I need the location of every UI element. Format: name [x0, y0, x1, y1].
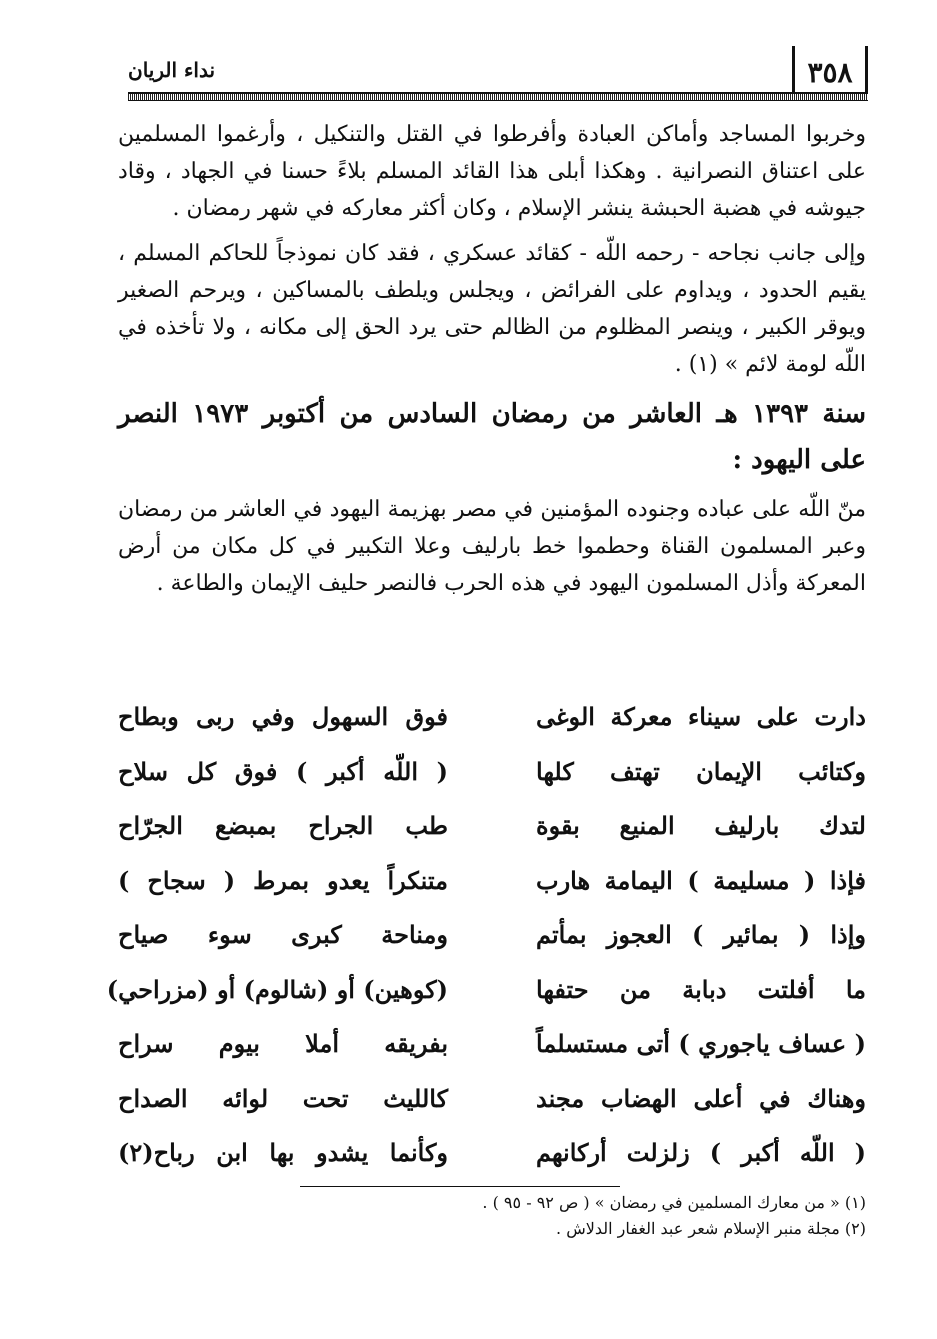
verse-second-hemistich: بفريقه أملا بيوم سراح [118, 1029, 448, 1058]
body-text [118, 116, 866, 610]
poem-verse [118, 690, 866, 745]
header-rule [128, 92, 868, 101]
page-number: ٣٥٨ [792, 46, 868, 98]
section-heading: سنة ١٣٩٣ هـ العاشر من رمضان السادس من أكتوبر ١٩٧٣ النصر على اليهود : [118, 399, 866, 475]
verse-first-hemistich: ( اللّه أكبر ) زلزلت أركانهم [536, 1138, 866, 1167]
verse-second-hemistich: فوق السهول وفي ربى وبطاح [118, 702, 448, 731]
paragraph-1: وخربوا المساجد وأماكن العبادة وأفرطوا في القتل والتنكيل ، وأرغموا المسلمين على اعتناق النصرانية . وهكذا أبلى هذا القائد المسلم بلاءً حسنا في الجهاد ، وقاد جيوشه في هضبة الحبشة ينشر الإسلام ، وكان أكثر معاركه في شهر رمضان . [118, 122, 866, 221]
verse-first-hemistich: وهناك في أعلى الهضاب مجند [536, 1083, 866, 1113]
poem-verse [118, 1126, 866, 1181]
poem-verse [118, 1072, 866, 1127]
poem-verse [118, 799, 866, 854]
paragraph-3: منّ اللّه على عباده وجنوده المؤمنين في مصر بهزيمة اليهود في العاشر من رمضان وعبر المسلمون القناة وحطموا خط بارليف وعلا التكبير في كل مكان من أرض المعركة وأذل المسلمون اليهود في هذه الحرب فالنصر حليف الإيمان والطاعة . [118, 497, 867, 596]
poem-verse [118, 745, 866, 800]
verse-second-hemistich: متنكراً يعدو بمرط ( سجاح ) [118, 865, 448, 895]
verse-first-hemistich: لتدك بارليف المنيع بقوة [536, 811, 866, 840]
verse-second-hemistich: طب الجراح بمبضع الجرّاح [118, 811, 448, 840]
verse-first-hemistich: دارت على سيناء معركة الوغى [536, 702, 866, 731]
footnote-1: (١) « من معارك المسلمين في رمضان » ( ص ٩٢ - ٩٥ ) . [482, 1193, 866, 1212]
verse-first-hemistich: فإذا ( مسليمة ) اليمامة هارب [536, 865, 866, 895]
verse-first-hemistich: ( عساف ياجوري ) أتى مستسلماً [536, 1029, 866, 1058]
verse-second-hemistich: ومناحة كبرى سوء صياح [118, 920, 448, 949]
verse-second-hemistich: كالليث تحت لوائه الصداح [118, 1083, 448, 1113]
verse-second-hemistich: ( اللّه أكبر ) فوق كل سلاح [118, 756, 448, 786]
poem-verse [106, 963, 866, 1018]
verse-second-hemistich: وكأنما يشدو بها ابن رباح(٢) [118, 1138, 448, 1167]
running-title: نداء الريان [128, 58, 216, 82]
footnotes [300, 1190, 866, 1242]
verse-first-hemistich: ما أفلتت دبابة من حتفها [536, 974, 866, 1004]
verse-first-hemistich: وكتائب الإيمان تهتف كلها [536, 756, 866, 786]
page-header [128, 46, 868, 100]
poem-verse [118, 1017, 866, 1072]
paragraph-2: وإلى جانب نجاحه - رحمه اللّه - كقائد عسكري ، فقد كان نموذجاً للحاكم المسلم ، يقيم الحدود ، ويداوم على الفرائض ، ويجلس ويلطف بالمساكين ، ويرحم الصغير ويوقر الكبير ، وينصر المظلوم من الظالم حتى يرد الحق إلى مكانه ، ولا تأخذه في اللّه لومة لائم » (١) . [118, 241, 866, 377]
verse-second-hemistich: (كوهين) أو (شالوم) أو (مزراحي) [106, 974, 448, 1004]
footnote-2: (٢) مجلة منبر الإسلام شعر عبد الغفار الدلاش . [556, 1219, 866, 1238]
poem [106, 690, 866, 1181]
poem-verse [118, 908, 866, 963]
poem-verse [118, 854, 866, 909]
verse-first-hemistich: وإذا ( بمائير ) العجوز بمأتم [536, 920, 866, 949]
footnote-separator [300, 1186, 620, 1187]
